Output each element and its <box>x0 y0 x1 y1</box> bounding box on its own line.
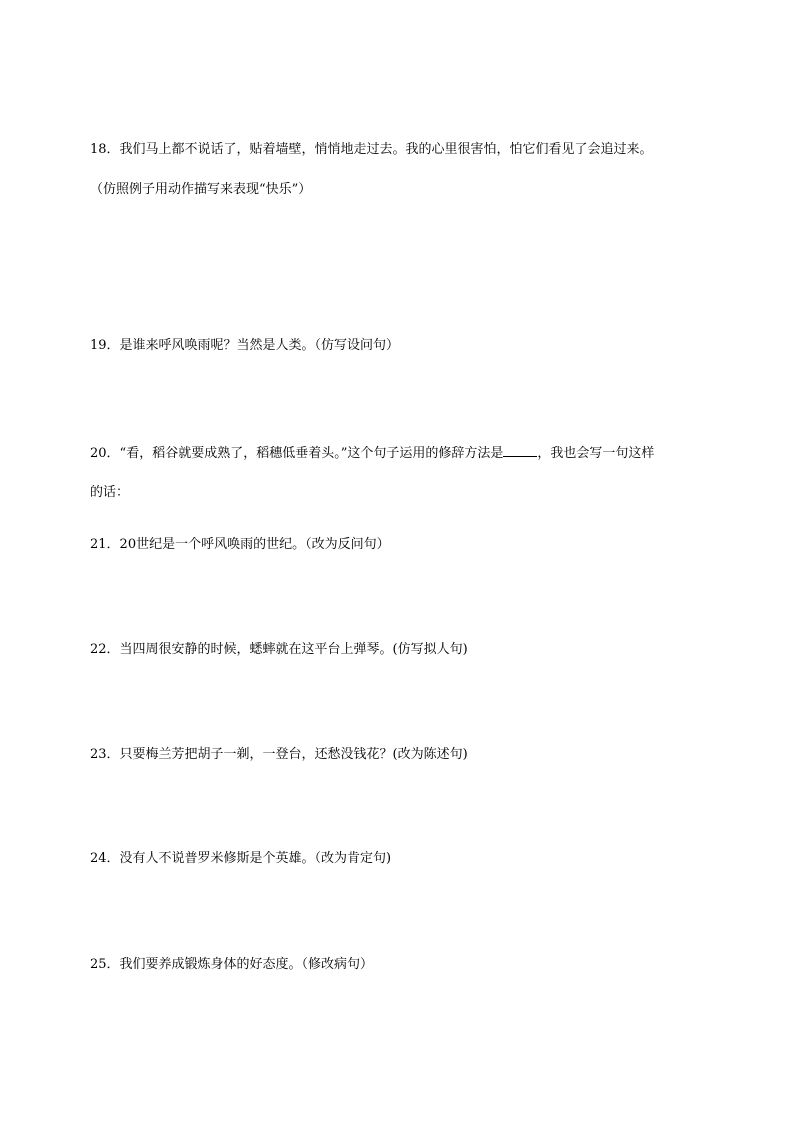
question-23-line-1: 23．只要梅兰芳把胡子一剃，一登台，还愁没钱花？(改为陈述句) <box>90 747 468 762</box>
question-25-line-1: 25．我们要养成锻炼身体的好态度。（修改病句） <box>90 957 374 972</box>
question-20-text-after-blank: ，我也会写一句这样 <box>537 446 655 461</box>
question-22-line-1: 22．当四周很安静的时候，蟋蟀就在这平台上弹琴。(仿写拟人句) <box>90 642 468 657</box>
question-18-line-2: （仿照例子用动作描写来表现“快乐”） <box>90 182 312 197</box>
question-24-line-1: 24．没有人不说普罗米修斯是个英雄。（改为肯定句) <box>90 851 392 866</box>
question-21-line-1: 21．20世纪是一个呼风唤雨的世纪。（改为反问句） <box>90 537 390 552</box>
question-19-line-1: 19．是谁来呼风唤雨呢？当然是人类。（仿写设问句） <box>90 338 400 353</box>
question-20-text-before-blank: 20．“看，稻谷就要成熟了，稻穗低垂着头。”这个句子运用的修辞方法是 <box>90 446 504 461</box>
question-20-line-1 <box>90 444 654 462</box>
question-20-line-2: 的话： <box>90 485 130 500</box>
question-18-line-1: 18．我们马上都不说话了，贴着墙壁，悄悄地走过去。我的心里很害怕，怕它们看见了会追过来。 <box>90 142 653 157</box>
answer-blank <box>503 444 537 457</box>
